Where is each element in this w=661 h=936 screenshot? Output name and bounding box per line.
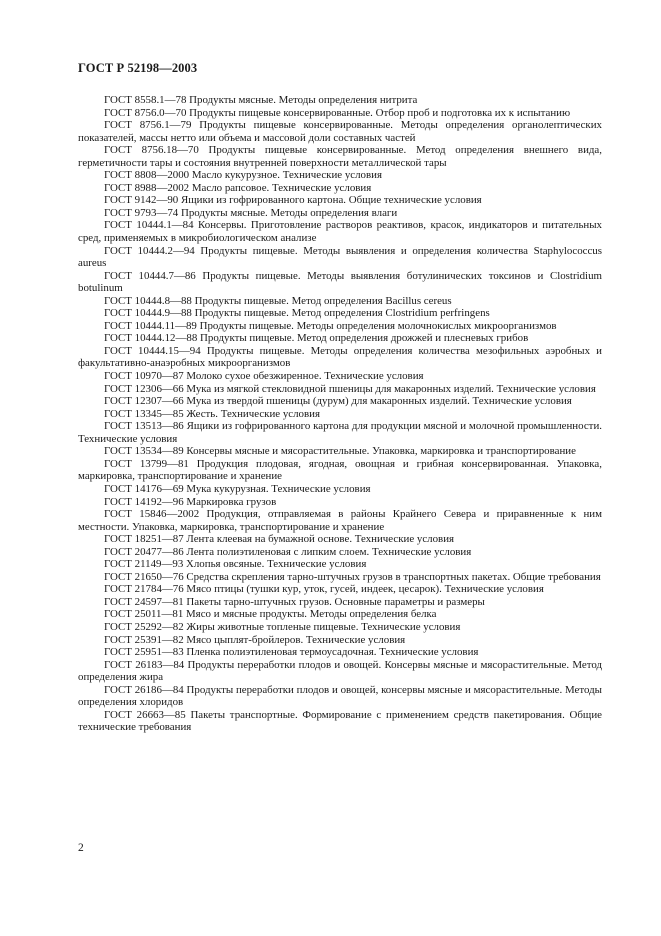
page-number: 2	[78, 842, 84, 854]
reference-title: Пакеты транспортные. Формирование с применением средств пакетирования. Общие технические требования	[78, 708, 602, 734]
reference-code: ГОСТ 18251—87	[104, 533, 184, 546]
reference-code: ГОСТ 10444.2—94	[104, 244, 195, 257]
reference-item	[78, 583, 602, 596]
reference-item	[78, 270, 602, 295]
reference-title: Ящики из гофрированного картона. Общие технические условия	[180, 194, 482, 207]
reference-title: Масло рапсовое. Технические условия	[191, 181, 372, 194]
reference-item	[78, 245, 602, 270]
reference-title: Продукты пищевые. Метод определения Clostridium perfringens	[194, 307, 490, 320]
reference-item	[78, 659, 602, 684]
reference-code: ГОСТ 15846—2002	[104, 508, 200, 521]
reference-title: Продукты переработки плодов и овощей, консервы мясные и мясорастительные. Методы определения хлоридов	[78, 683, 602, 709]
reference-code: ГОСТ 14176—69	[104, 482, 184, 495]
reference-title: Ящики из гофрированного картона для продукции мясной и молочной промышленности. Технические условия	[78, 420, 602, 445]
reference-title: Мясо птицы (тушки кур, уток, гусей, индеек, цесарок). Технические условия	[186, 583, 544, 596]
reference-code: ГОСТ 10444.11—89	[104, 319, 197, 332]
reference-code: ГОСТ 24597—81	[104, 595, 184, 608]
reference-title: Мука из мягкой стекловидной пшеницы для макаронных изделий. Технические условия	[186, 382, 596, 395]
reference-code: ГОСТ 9793—74	[104, 206, 179, 219]
reference-title: Лента полиэтиленовая с липким слоем. Технические условия	[186, 545, 472, 558]
reference-title: Продукты пищевые. Методы выявления ботулинических токсинов и Clostridium botulinum	[78, 269, 602, 295]
reference-item	[78, 709, 602, 734]
reference-code: ГОСТ 10444.15—94	[104, 344, 201, 357]
reference-code: ГОСТ 13345—85	[104, 407, 184, 420]
reference-code: ГОСТ 8756.0—70	[104, 106, 187, 119]
reference-title: Мясо цыплят-бройлеров. Технические условия	[186, 633, 406, 646]
reference-item	[78, 508, 602, 533]
reference-code: ГОСТ 13513—86	[104, 420, 184, 433]
page-header: ГОСТ Р 52198—2003	[78, 61, 198, 75]
reference-item	[78, 169, 602, 182]
reference-title: Масло кукурузное. Технические условия	[191, 169, 382, 182]
reference-code: ГОСТ 10444.7—86	[104, 269, 196, 282]
reference-item	[78, 345, 602, 370]
reference-title: Продукты пищевые консервированные. Методы определения органолептических показателей, массы нетто или объема и массовой доли составных частей	[78, 119, 602, 144]
reference-title: Хлопья овсяные. Технические условия	[186, 558, 367, 571]
reference-code: ГОСТ 8988—2002	[104, 181, 190, 194]
reference-item	[78, 458, 602, 483]
reference-title: Продукты переработки плодов и овощей. Консервы мясные и мясорастительные. Метод определения жира	[78, 658, 602, 684]
reference-item	[78, 395, 602, 408]
reference-item	[78, 646, 602, 659]
reference-title: Продукты пищевые консервированные. Отбор проб и подготовка их к испытанию	[189, 106, 571, 119]
reference-item	[78, 383, 602, 396]
reference-code: ГОСТ 10444.9—88	[104, 307, 192, 320]
reference-title: Средства скрепления тарно-штучных грузов в транспортных пакетах. Общие требования	[186, 570, 601, 583]
reference-item	[78, 219, 602, 244]
reference-title: Консервы. Приготовление растворов реактивов, красок, индикаторов и питательных сред, применяемых в микробиологическом анализе	[78, 219, 602, 245]
reference-item	[78, 408, 602, 421]
reference-item	[78, 119, 602, 144]
reference-code: ГОСТ 12307—66	[104, 395, 184, 408]
reference-item	[78, 332, 602, 345]
reference-item	[78, 483, 602, 496]
reference-code: ГОСТ 20477—86	[104, 545, 184, 558]
reference-title: Консервы мясные и мясорастительные. Упаковка, маркировка и транспортирование	[186, 445, 576, 458]
reference-code: ГОСТ 25011—81	[104, 608, 184, 621]
reference-code: ГОСТ 25391—82	[104, 633, 184, 646]
reference-item	[78, 370, 602, 383]
reference-code: ГОСТ 25951—83	[104, 646, 184, 659]
reference-item	[78, 621, 602, 634]
reference-code: ГОСТ 10970—87	[104, 370, 184, 383]
reference-code: ГОСТ 21149—93	[104, 558, 184, 571]
reference-code: ГОСТ 13799—81	[104, 457, 189, 470]
reference-title: Продукты пищевые. Метод определения Bacillus cereus	[194, 294, 452, 307]
reference-title: Мука кукурузная. Технические условия	[186, 482, 371, 495]
reference-code: ГОСТ 10444.8—88	[104, 294, 192, 307]
reference-code: ГОСТ 25292—82	[104, 620, 184, 633]
reference-item	[78, 533, 602, 546]
reference-code: ГОСТ 8558.1—78	[104, 94, 187, 106]
reference-title: Продукты пищевые. Метод определения дрожжей и плесневых грибов	[200, 332, 529, 345]
reference-title: Жиры животные топленые пищевые. Технические условия	[186, 620, 461, 633]
reference-title: Пакеты тарно-штучных грузов. Основные параметры и размеры	[186, 595, 485, 608]
reference-item	[78, 307, 602, 320]
reference-title: Продукты мясные. Методы определения влаги	[180, 206, 398, 219]
reference-title: Пленка полиэтиленовая термоусадочная. Технические условия	[186, 646, 479, 659]
reference-code: ГОСТ 8756.1—79	[104, 119, 192, 132]
reference-title: Мясо и мясные продукты. Методы определения белка	[186, 608, 437, 621]
reference-code: ГОСТ 21784—76	[104, 583, 184, 596]
reference-title: Продукция плодовая, ягодная, овощная и грибная консервированная. Упаковка, маркировка, транспортирование и хранение	[78, 457, 602, 483]
reference-item	[78, 596, 602, 609]
reference-item	[78, 546, 602, 559]
reference-code: ГОСТ 10444.1—84	[104, 219, 194, 232]
reference-item	[78, 571, 602, 584]
reference-title: Продукты пищевые. Методы выявления и определения количества Staphylococcus aureus	[78, 244, 602, 270]
reference-title: Продукты мясные. Методы определения нитрита	[189, 94, 418, 106]
reference-title: Продукты пищевые консервированные. Метод определения внешнего вида, герметичности тары и состояния внутренней поверхности металлической тары	[78, 144, 602, 169]
reference-item	[78, 320, 602, 333]
reference-title: Лента клеевая на бумажной основе. Технические условия	[186, 533, 455, 546]
reference-code: ГОСТ 13534—89	[104, 445, 184, 458]
reference-item	[78, 295, 602, 308]
reference-title: Маркировка грузов	[186, 495, 277, 508]
reference-code: ГОСТ 10444.12—88	[104, 332, 198, 345]
reference-title: Молоко сухое обезжиренное. Технические условия	[186, 370, 424, 383]
reference-code: ГОСТ 26186—84	[104, 683, 184, 696]
reference-code: ГОСТ 12306—66	[104, 382, 184, 395]
reference-title: Жесть. Технические условия	[186, 407, 320, 420]
reference-item	[78, 107, 602, 120]
reference-item	[78, 445, 602, 458]
reference-item	[78, 207, 602, 220]
reference-item	[78, 182, 602, 195]
reference-code: ГОСТ 26183—84	[104, 658, 185, 671]
reference-item	[78, 94, 602, 107]
reference-item	[78, 420, 602, 445]
reference-code: ГОСТ 9142—90	[104, 194, 179, 207]
reference-code: ГОСТ 21650—76	[104, 570, 184, 583]
reference-item	[78, 144, 602, 169]
reference-code: ГОСТ 14192—96	[104, 495, 184, 508]
reference-title: Продукты пищевые. Методы определения количества мезофильных аэробных и факультативно-анаэробных микроорганизмов	[78, 344, 602, 370]
reference-item	[78, 194, 602, 207]
references-list	[78, 94, 602, 734]
reference-code: ГОСТ 8756.18—70	[104, 144, 199, 157]
reference-item	[78, 558, 602, 571]
reference-title: Продукты пищевые. Методы определения молочнокислых микроорганизмов	[199, 319, 557, 332]
reference-title: Продукция, отправляемая в районы Крайнего Севера и приравненные к ним местности. Упаковка, маркировка, транспортирование и хранение	[78, 508, 603, 533]
reference-title: Мука из твердой пшеницы (дурум) для макаронных изделий. Технические условия	[186, 395, 572, 408]
reference-item	[78, 634, 602, 647]
reference-item	[78, 608, 602, 621]
reference-code: ГОСТ 26663—85	[104, 708, 186, 721]
reference-item	[78, 496, 602, 509]
reference-code: ГОСТ 8808—2000	[104, 169, 190, 182]
reference-item	[78, 684, 602, 709]
